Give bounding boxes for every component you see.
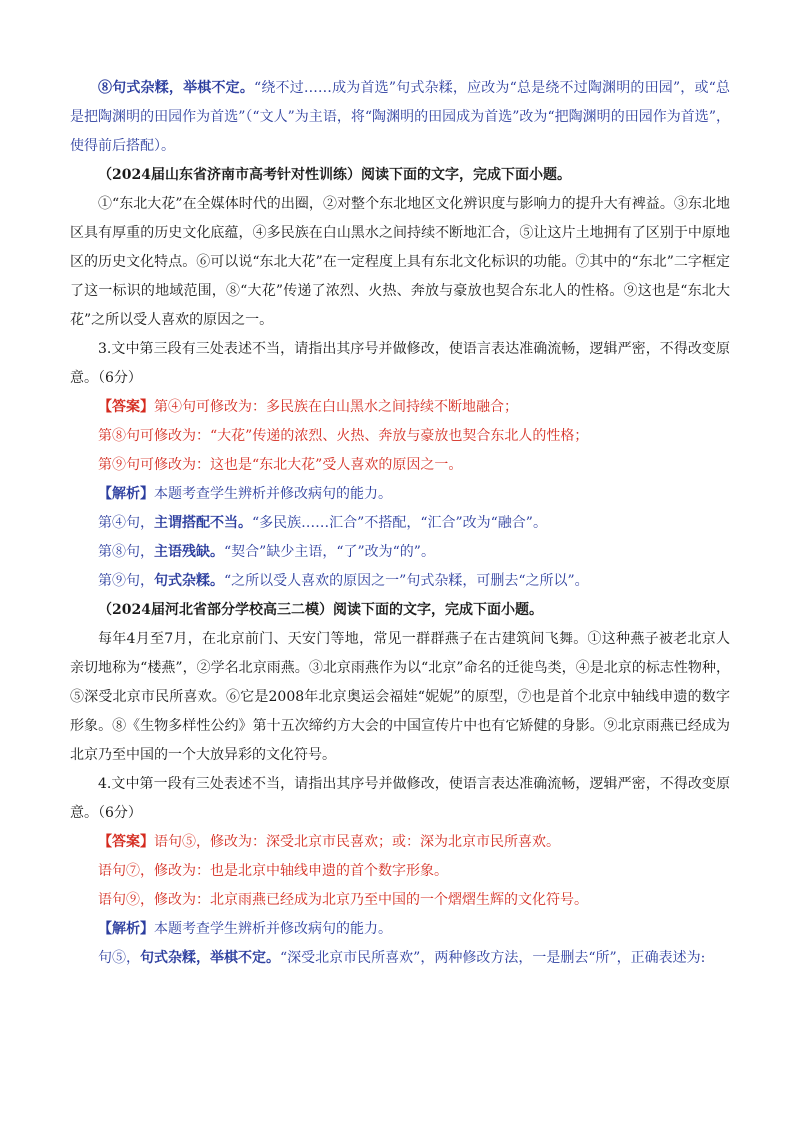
- detail-prefix: 第⑨句，: [98, 573, 154, 589]
- detail-prefix: 第④句，: [98, 515, 154, 531]
- section2-analysis: [70, 915, 730, 944]
- answer-text: 第④句可修改为：多民族在白山黑水之间持续不断地融合；: [154, 399, 518, 415]
- section1-answer-1: [70, 393, 730, 422]
- detail-lead: 句式杂糅，举棋不定。: [140, 950, 280, 966]
- section1-passage: ①“东北大花”在全媒体时代的出圈，②对整个东北地区文化辨识度与影响力的提升大有裨益。③东北地区具有厚重的历史文化底蕴，④多民族在白山黑水之间持续不断地汇合，⑤让这片土地拥有了区别于中原地区的历史文化特点。⑥可以说“东北大花”在一定程度上具有东北文化标识的功能。⑦其中的“东北”二字框定了这一标识的地域范围，⑧“大花”传递了浓烈、火热、奔放与豪放也契合东北人的性格。⑨这也是“东北大花”之所以受人喜欢的原因之一。: [70, 196, 730, 328]
- section1-answer-2: 第⑧句可修改为：“大花”传递的浓烈、火热、奔放与豪放也契合东北人的性格；: [98, 428, 589, 444]
- section2-passage: 每年4月至7月，在北京前门、天安门等地，常见一群群燕子在古建筑间飞舞。①这种燕子被老北京人亲切地称为“楼燕”，②学名北京雨燕。③北京雨燕作为以“北京”命名的迁徙鸟类，④是北京的标志性物种，⑤深受北京市民所喜欢。⑥它是2008年北京奥运会福娃“妮妮”的原型，⑦也是首个北京中轴线申遗的数字形象。⑧《生物多样性公约》第十五次缔约方大会的中国宣传片中也有它矫健的身影。⑨北京雨燕已经成为北京乃至中国的一个大放异彩的文化符号。: [70, 631, 730, 763]
- detail-text: “之所以受人喜欢的原因之一”句式杂糅，可删去“之所以”。: [224, 573, 589, 589]
- section2-question: 4.文中第一段有三处表述不当，请指出其序号并做修改，使语言表达准确流畅，逻辑严密，不得改变原意。（6分）: [70, 776, 730, 821]
- section1-answer-3: 第⑨句可修改为：这也是“东北大花”受人喜欢的原因之一。: [98, 457, 463, 473]
- detail-prefix: 句⑤，: [98, 950, 140, 966]
- analysis-tag: 【解析】: [98, 921, 154, 937]
- detail-text: “契合”缺少主语，“了”改为“的”。: [224, 544, 435, 560]
- block1-text: “绕不过……成为首选”句式杂糅，应改为“总是绕不过陶渊明的田园”，或“总是把陶渊明的田园作为首选”（“文人”为主语，将“陶渊明的田园成为首选”改为“把陶渊明的田园作为首选”，使得前后搭配）。: [70, 80, 730, 154]
- section1-detail-2: [70, 538, 730, 567]
- detail-text: “多民族……汇合”不搭配，“汇合”改为“融合”。: [252, 515, 547, 531]
- analysis-text: 本题考查学生辨析并修改病句的能力。: [154, 486, 392, 502]
- section2-answer-3: 语句⑨，修改为：北京雨燕已经成为北京乃至中国的一个熠熠生辉的文化符号。: [98, 892, 588, 908]
- section1-detail-3: [70, 567, 730, 596]
- document-page: [70, 74, 730, 973]
- detail-lead: 句式杂糅。: [154, 573, 224, 589]
- section1-heading: （2024届山东省济南市高考针对性训练）阅读下面的文字，完成下面小题。: [98, 167, 571, 183]
- block1-lead: ⑧句式杂糅，举棋不定。: [98, 80, 255, 96]
- section1-analysis: [70, 480, 730, 509]
- detail-prefix: 第⑧句，: [98, 544, 154, 560]
- answer-tag: 【答案】: [98, 834, 154, 850]
- analysis-tag: 【解析】: [98, 486, 154, 502]
- section2-answer-2: 语句⑦，修改为：也是北京中轴线申遗的首个数字形象。: [98, 863, 448, 879]
- section2-detail: [70, 944, 730, 973]
- detail-text: “深受北京市民所喜欢”，两种修改方法，一是删去“所”，正确表述为:: [280, 950, 706, 966]
- detail-lead: 主语残缺。: [154, 544, 224, 560]
- detail-lead: 主谓搭配不当。: [154, 515, 252, 531]
- answer-tag: 【答案】: [98, 399, 154, 415]
- block1-paragraph: [70, 74, 730, 161]
- section1-question: 3.文中第三段有三处表述不当，请指出其序号并做修改，使语言表达准确流畅，逻辑严密，不得改变原意。（6分）: [70, 341, 730, 386]
- answer-text: 语句⑤，修改为：深受北京市民喜欢；或：深为北京市民所喜欢。: [154, 834, 560, 850]
- section2-heading: （2024届河北省部分学校高三二模）阅读下面的文字，完成下面小题。: [98, 602, 543, 618]
- section1-detail-1: [70, 509, 730, 538]
- section2-answer-1: [70, 828, 730, 857]
- analysis-text: 本题考查学生辨析并修改病句的能力。: [154, 921, 392, 937]
